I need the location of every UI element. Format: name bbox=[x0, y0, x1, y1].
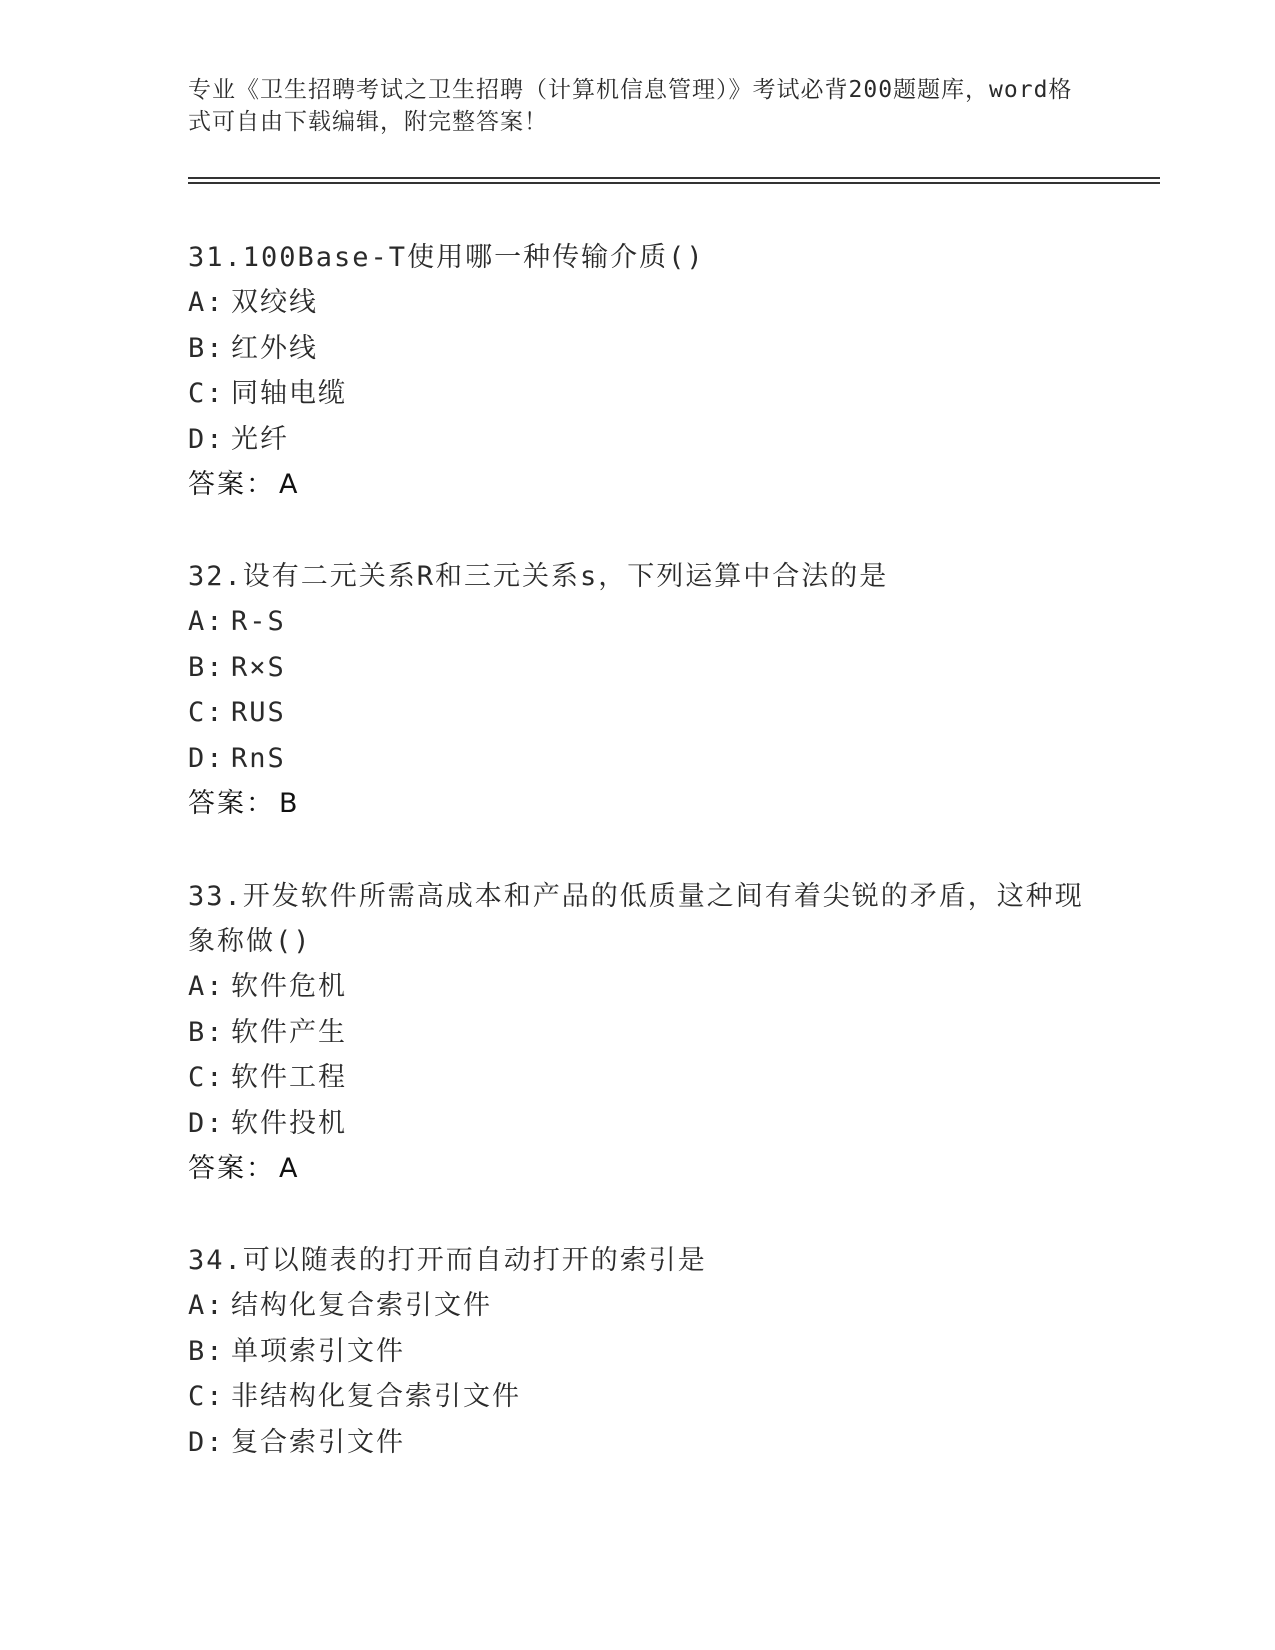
option-b bbox=[188, 1329, 1088, 1375]
header-double-rule bbox=[188, 177, 1160, 184]
option-a bbox=[188, 964, 1088, 1010]
option-c bbox=[188, 371, 1088, 417]
question-34 bbox=[188, 1238, 1088, 1465]
answer-label: 答案： bbox=[188, 1153, 275, 1184]
option-label: B: bbox=[188, 1335, 225, 1367]
option-label: C: bbox=[188, 1381, 225, 1412]
answer-value: A bbox=[279, 1153, 298, 1184]
option-label: C: bbox=[188, 1062, 225, 1093]
answer-line bbox=[188, 462, 1088, 507]
answer-line bbox=[188, 1146, 1088, 1191]
option-d bbox=[188, 1420, 1088, 1466]
option-b bbox=[188, 645, 1088, 691]
option-b bbox=[188, 1010, 1088, 1056]
answer-label: 答案： bbox=[188, 469, 275, 500]
option-label: C: bbox=[188, 697, 225, 728]
option-d bbox=[188, 417, 1088, 463]
option-label: A: bbox=[188, 971, 225, 1002]
document-header: 专业《卫生招聘考试之卫生招聘（计算机信息管理）》考试必背200题题库，word格式可自由下载编辑，附完整答案！ bbox=[188, 77, 1073, 135]
header-rule-line bbox=[188, 177, 1160, 179]
answer-value: B bbox=[279, 788, 298, 819]
option-text: RnS bbox=[231, 742, 286, 774]
option-text: 非结构化复合索引文件 bbox=[231, 1381, 521, 1412]
option-text: 软件工程 bbox=[231, 1062, 347, 1093]
option-text: 软件产生 bbox=[231, 1016, 347, 1048]
option-text: 双绞线 bbox=[231, 287, 318, 318]
option-c bbox=[188, 1055, 1088, 1101]
option-b bbox=[188, 326, 1088, 372]
option-a bbox=[188, 1283, 1088, 1329]
question-stem: 31.100Base-T使用哪一种传输介质() bbox=[188, 242, 705, 273]
option-text: 结构化复合索引文件 bbox=[231, 1290, 492, 1321]
option-label: A: bbox=[188, 287, 225, 318]
option-label: D: bbox=[188, 742, 225, 774]
answer-value: A bbox=[279, 469, 298, 500]
option-label: D: bbox=[188, 423, 225, 455]
option-text: 复合索引文件 bbox=[231, 1426, 405, 1458]
question-31 bbox=[188, 235, 1088, 507]
question-33 bbox=[188, 874, 1088, 1191]
option-label: D: bbox=[188, 1107, 225, 1139]
question-stem: 32.设有二元关系R和三元关系s，下列运算中合法的是 bbox=[188, 561, 889, 592]
option-text: 软件危机 bbox=[231, 971, 347, 1002]
question-stem: 34.可以随表的打开而自动打开的索引是 bbox=[188, 1245, 707, 1276]
option-text: 红外线 bbox=[231, 332, 318, 364]
option-text: 软件投机 bbox=[231, 1107, 347, 1139]
option-label: B: bbox=[188, 651, 225, 683]
option-label: D: bbox=[188, 1426, 225, 1458]
option-d bbox=[188, 1101, 1088, 1147]
answer-label: 答案： bbox=[188, 788, 275, 819]
option-text: 单项索引文件 bbox=[231, 1335, 405, 1367]
option-c bbox=[188, 1374, 1088, 1420]
option-label: A: bbox=[188, 1290, 225, 1321]
option-text: RUS bbox=[231, 697, 286, 728]
option-c bbox=[188, 690, 1088, 736]
header-rule-line bbox=[188, 182, 1160, 184]
answer-line bbox=[188, 781, 1088, 826]
option-a bbox=[188, 599, 1088, 645]
option-text: R×S bbox=[231, 651, 286, 683]
option-text: 同轴电缆 bbox=[231, 378, 347, 409]
option-d bbox=[188, 736, 1088, 782]
option-label: B: bbox=[188, 332, 225, 364]
option-label: C: bbox=[188, 378, 225, 409]
option-text: 光纤 bbox=[231, 423, 289, 455]
option-a bbox=[188, 280, 1088, 326]
option-label: A: bbox=[188, 606, 225, 637]
option-label: B: bbox=[188, 1016, 225, 1048]
question-32 bbox=[188, 554, 1088, 826]
question-stem: 33.开发软件所需高成本和产品的低质量之间有着尖锐的矛盾，这种现象称做() bbox=[188, 881, 1084, 957]
option-text: R-S bbox=[231, 606, 286, 637]
